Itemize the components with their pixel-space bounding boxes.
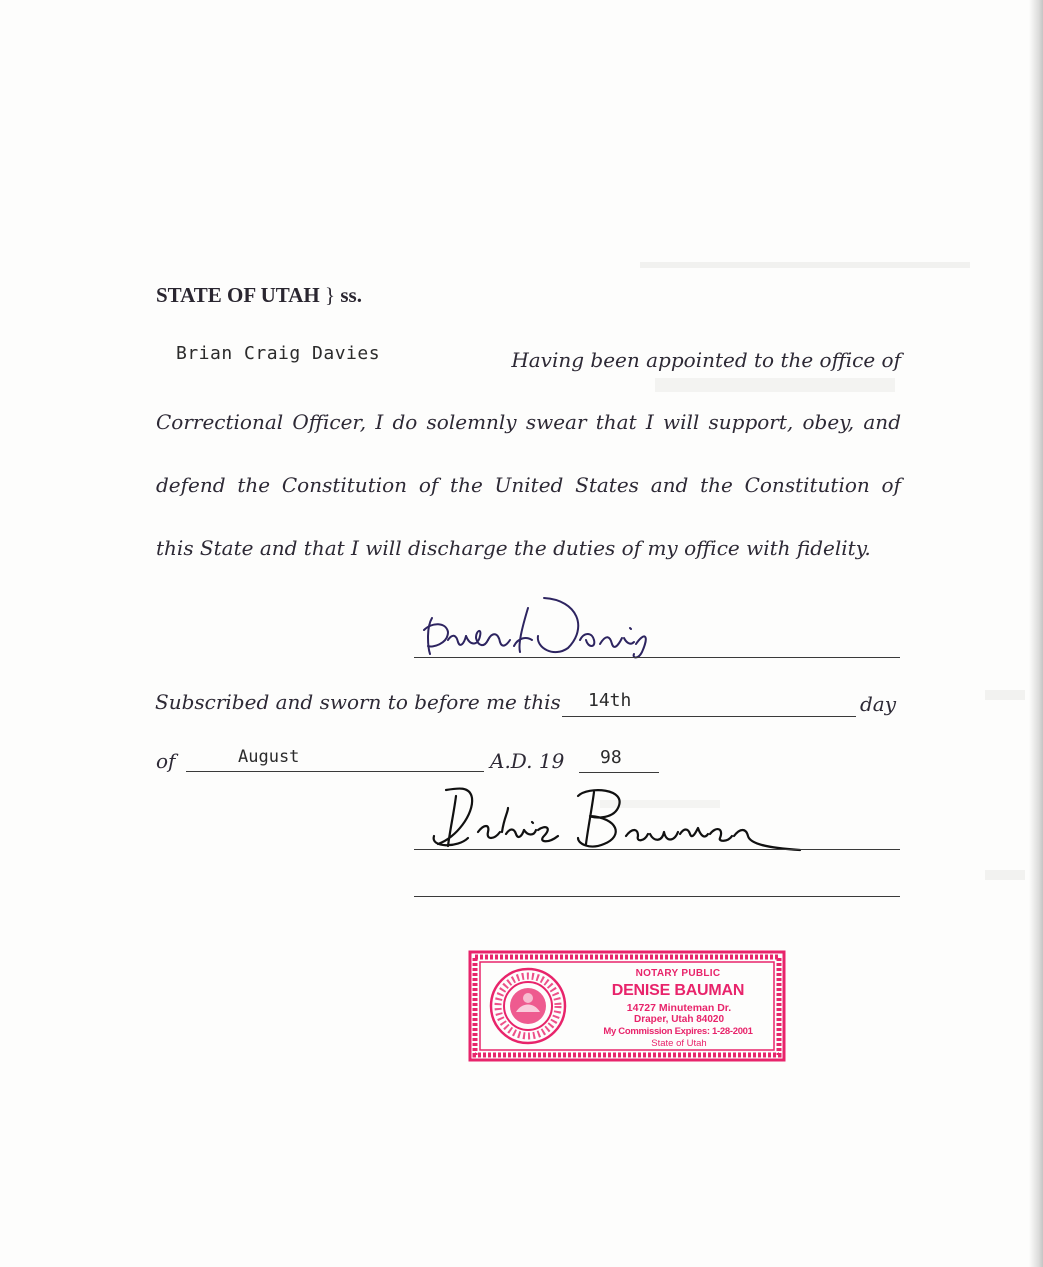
year-line [579, 772, 659, 773]
of-label: of [156, 749, 176, 773]
day-value: 14th [588, 690, 632, 711]
oath-line-2: Correctional Officer, I do solemnly swear that I will support, obey, and [156, 410, 901, 434]
affiant-signature [418, 588, 658, 668]
bleed-through-mark [985, 870, 1025, 880]
brace-glyph: } [325, 283, 336, 307]
bleed-through-mark [655, 378, 895, 392]
ss-label: ss. [340, 283, 362, 307]
year-prefix: A.D. 19 [490, 749, 565, 773]
day-label: day [860, 692, 897, 716]
notary-stamp [468, 950, 786, 1062]
notary-signature [428, 778, 808, 858]
stamp-commission: My Commission Expires: 1-28-2001 [603, 1026, 753, 1037]
stamp-title: NOTARY PUBLIC [635, 968, 721, 979]
appointee-name: Brian Craig Davies [176, 343, 381, 364]
subscribed-label: Subscribed and sworn to before me this [155, 690, 561, 714]
notary-title-line [414, 896, 900, 897]
page-edge-shadow [1029, 0, 1043, 1267]
bleed-through-mark [640, 262, 970, 268]
stamp-state: State of Utah [651, 1038, 707, 1049]
year-value: 98 [600, 747, 622, 768]
day-line [562, 716, 856, 717]
notary-signature-line [414, 849, 900, 850]
stamp-name: DENISE BAUMAN [611, 982, 745, 999]
bleed-through-mark [985, 690, 1025, 700]
oath-line-3: defend the Constitution of the United States and the Constitution of [156, 473, 901, 497]
state-name: STATE OF UTAH [156, 283, 320, 307]
stamp-address-2: Draper, Utah 84020 [633, 1014, 725, 1025]
oath-line-1: Having been appointed to the office of [511, 348, 901, 372]
month-value: August [238, 747, 300, 767]
oath-line-4: this State and that I will discharge the duties of my office with fidelity. [156, 536, 871, 560]
state-heading [156, 283, 362, 308]
month-line [186, 771, 484, 772]
affiant-signature-line [414, 657, 900, 658]
stamp-address-1: 14727 Minuteman Dr. [626, 1002, 732, 1014]
state-seal-icon [488, 966, 568, 1046]
